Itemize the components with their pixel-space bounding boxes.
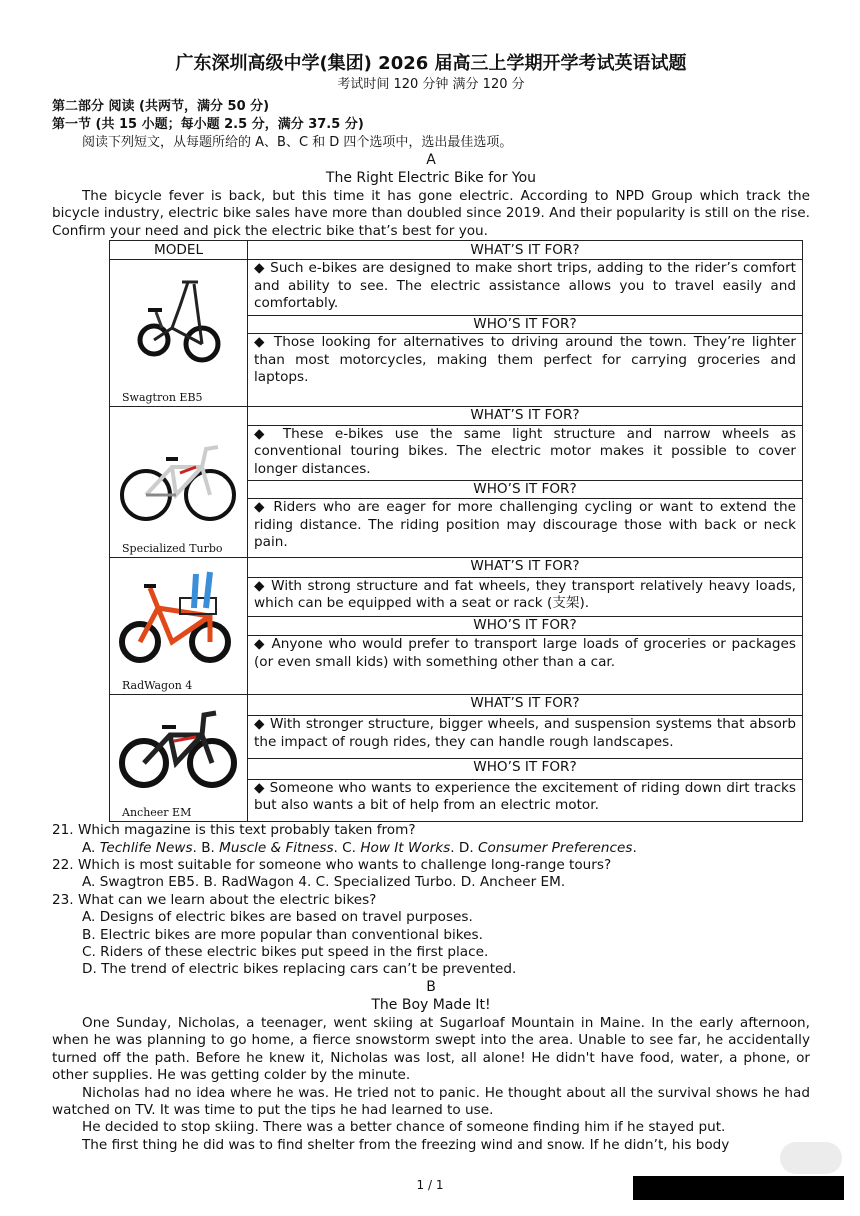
option-end: . (632, 839, 637, 856)
table-row (110, 695, 803, 716)
table-header-row (110, 241, 803, 260)
what-description: ◆ With stronger structure, bigger wheels, and suspension systems that absorb the impact of rough rides, they can handle rough landscapes. (248, 716, 803, 758)
who-label: WHO’S IT FOR? (248, 315, 803, 334)
option-b-letter: . B. (192, 839, 220, 856)
passage-b-paragraph: The first thing he did was to find shelter from the freezing wind and snow. If he didn’t, his body (82, 1136, 730, 1153)
passage-b-paragraph: Nicholas had no idea where he was. He tried not to panic. He thought about all the survival shows he had watched on TV. It was time to put the tips he had learned to use. (52, 1084, 810, 1118)
bike-caption: RadWagon 4 (122, 679, 193, 693)
option-a-letter: A. (82, 839, 100, 856)
who-description: ◆ Those looking for alternatives to driving around the town. They’re lighter than most motorcycles, making them perfect for carrying groceries and laptops. (248, 334, 803, 407)
question-22: 22. Which is most suitable for someone who wants to challenge long-range tours? (52, 857, 612, 874)
question-23: 23. What can we learn about the electric bikes? (52, 891, 377, 908)
bike-image-cell (110, 695, 248, 822)
passage-a-intro: The bicycle fever is back, but this time it has gone electric. According to NPD Group which track the bicycle industry, electric bike sales have more than doubled since 2019. And their popularity is still on the rise. Confirm your need and pick the electric bike that’s best for you. (52, 188, 810, 239)
passage-b-paragraph: He decided to stop skiing. There was a better chance of someone finding him if he stayed put. (82, 1119, 726, 1136)
instructions: 阅读下列短文，从每题所给的 A、B、C 和 D 四个选项中，选出最佳选项。 (82, 135, 513, 150)
bike-image-cell (110, 260, 248, 407)
col-model-header: MODEL (110, 241, 248, 260)
option-b-text: Muscle & Fitness (219, 839, 334, 856)
what-label: WHAT’S IT FOR? (248, 558, 803, 578)
passage-a-letter: A (426, 152, 436, 168)
question-23-option-a: A. Designs of electric bikes are based on travel purposes. (82, 909, 473, 926)
mountain-bike-image (110, 695, 247, 803)
folding-bike-image (110, 260, 247, 380)
who-label: WHO’S IT FOR? (248, 480, 803, 499)
who-description: ◆ Anyone who would prefer to transport large loads of groceries or packages (or even small kids) with something other than a car. (248, 636, 803, 695)
option-c-letter: . C. (333, 839, 361, 856)
option-d-text: Consumer Preferences (478, 839, 633, 856)
question-23-option-c: C. Riders of these electric bikes put speed in the first place. (82, 944, 489, 961)
table-row (110, 407, 803, 426)
road-bike-image (110, 407, 247, 537)
bike-image-cell (110, 558, 248, 695)
option-d-letter: . D. (450, 839, 479, 856)
exam-page (52, 52, 810, 1154)
question-23-option-b: B. Electric bikes are more popular than conventional bikes. (82, 926, 483, 943)
bike-caption: Swagtron EB5 (122, 391, 203, 405)
exam-title: 广东深圳高级中学(集团) 2026 届高三上学期开学考试英语试题 (175, 53, 687, 74)
passage-a-title: The Right Electric Bike for You (325, 170, 537, 186)
who-description: ◆ Riders who are eager for more challenging cycling or want to extend the riding distance. The riding position may discourage those with back or neck pain. (248, 499, 803, 558)
passage-b-paragraph: One Sunday, Nicholas, a teenager, went skiing at Sugarloaf Mountain in Maine. In the early afternoon, when he was planning to go home, a fierce snowstorm swept into the area. Unable to see far, he accidentally turned off the path. Before he knew it, Nicholas was lost, all alone! He didn't have food, water, a phone, or other supplies. He was getting colder by the minute. (52, 1014, 810, 1084)
question-23-option-d: D. The trend of electric bikes replacing cars can’t be prevented. (82, 961, 517, 978)
passage-b-title: The Boy Made It! (371, 996, 491, 1013)
who-label: WHO’S IT FOR? (248, 616, 803, 636)
page-number: 1 / 1 (416, 1178, 444, 1192)
part-heading: 第二部分 阅读 (共两节，满分 50 分) (52, 99, 270, 114)
bike-caption: Ancheer EM (122, 806, 192, 820)
option-c-text: How It Works (360, 839, 451, 856)
watermark-badge (780, 1142, 842, 1174)
bike-image-cell (110, 407, 248, 558)
question-21: 21. Which magazine is this text probably taken from? (52, 822, 416, 839)
who-description: ◆ Someone who wants to experience the excitement of riding down dirt tracks but also wants a bit of help from an electric motor. (248, 779, 803, 821)
what-description: ◆ These e-bikes use the same light structure and narrow wheels as conventional touring bikes. The electric motor makes it possible to cover longer distances. (248, 425, 803, 480)
who-label: WHO’S IT FOR? (248, 758, 803, 779)
what-label: WHAT’S IT FOR? (248, 407, 803, 426)
what-label: WHAT’S IT FOR? (248, 695, 803, 716)
cargo-bike-image (110, 558, 247, 676)
table-row (110, 558, 803, 578)
option-a-text: Techlife News (99, 839, 193, 856)
question-22-options: A. Swagtron EB5. B. RadWagon 4. C. Specialized Turbo. D. Ancheer EM. (82, 874, 566, 891)
redaction-bar (633, 1176, 844, 1200)
bike-caption: Specialized Turbo (122, 542, 223, 556)
bike-table (109, 240, 803, 822)
exam-subtitle: 考试时间 120 分钟 满分 120 分 (337, 77, 525, 92)
what-description: ◆ Such e-bikes are designed to make short trips, adding to the rider’s comfort and ability to see. The electric assistance allows you to travel easily and comfortably. (248, 260, 803, 315)
col-what-header: WHAT’S IT FOR? (248, 241, 803, 260)
section-heading: 第一节 (共 15 小题；每小题 2.5 分，满分 37.5 分) (52, 117, 364, 132)
what-description: ◆ With strong structure and fat wheels, they transport relatively heavy loads, which can be equipped with a seat or rack (支架). (248, 577, 803, 616)
passage-b-letter: B (426, 978, 436, 995)
question-21-options (52, 840, 810, 857)
table-row (110, 260, 803, 315)
